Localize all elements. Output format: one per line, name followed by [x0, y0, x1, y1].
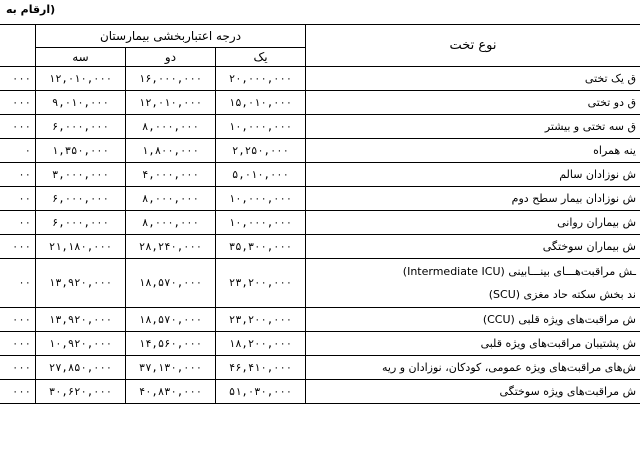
extra-value-cell: ۰۰۰ [0, 308, 36, 332]
grade-two-value-cell: ۸,۰۰۰,۰۰۰ [126, 187, 216, 211]
table-row [0, 308, 640, 332]
bed-type-cell [306, 235, 640, 259]
grade-one-value-cell: ۴۶,۴۱۰,۰۰۰ [216, 356, 306, 380]
grade-two-value-cell: ۸,۰۰۰,۰۰۰ [126, 115, 216, 139]
bed-type-label: ینه همراه [593, 144, 636, 157]
grade-two-value-cell: ۸,۰۰۰,۰۰۰ [126, 211, 216, 235]
grade-one-value-cell: ۲۳,۲۰۰,۰۰۰ [216, 259, 306, 308]
tariff-table [0, 24, 640, 404]
table-row [0, 235, 640, 259]
grade-one-value-cell: ۳۵,۳۰۰,۰۰۰ [216, 235, 306, 259]
extra-value-cell: ۰۰۰ [0, 91, 36, 115]
bed-type-cell [306, 308, 640, 332]
extra-value-cell: ۰۰۰ [0, 356, 36, 380]
bed-type-label: ق دو تختی [587, 96, 636, 109]
grade-one-value-cell: ۲۰,۰۰۰,۰۰۰ [216, 67, 306, 91]
grade-two-value-cell: ۱۶,۰۰۰,۰۰۰ [126, 67, 216, 91]
table-header-row [0, 25, 640, 48]
bed-type-cell [306, 67, 640, 91]
grade-three-value-cell: ۲۷,۸۵۰,۰۰۰ [36, 356, 126, 380]
grade-three-value-cell: ۱۲,۰۱۰,۰۰۰ [36, 67, 126, 91]
bed-type-label: ش بیماران روانی [557, 216, 636, 229]
grade-three-header: سه [36, 48, 126, 67]
bed-type-cell [306, 163, 640, 187]
table-row [0, 259, 640, 308]
extra-value-cell: ۰۰۰ [0, 235, 36, 259]
grade-one-value-cell: ۱۸,۲۰۰,۰۰۰ [216, 332, 306, 356]
table-row [0, 139, 640, 163]
bed-type-cell [306, 380, 640, 404]
bed-type-cell [306, 91, 640, 115]
grade-one-value-cell: ۲۳,۲۰۰,۰۰۰ [216, 308, 306, 332]
bed-type-header: نوع تخت [306, 25, 640, 67]
extra-value-cell: ۰۰۰ [0, 380, 36, 404]
bed-type-label: ش مراقبت‌های ویژه سوختگی [499, 385, 636, 398]
bed-type-label: ش بیماران سوختگی [542, 240, 636, 253]
extra-column-header [0, 25, 36, 67]
extra-value-cell: ۰۰ [0, 187, 36, 211]
grade-one-value-cell: ۵,۰۱۰,۰۰۰ [216, 163, 306, 187]
bed-type-cell [306, 356, 640, 380]
bed-type-label: ش پشتیبان مراقبت‌های ویژه قلبی [480, 337, 636, 350]
bed-type-label: ند بخش سکته حاد مغزی (SCU) [488, 288, 636, 301]
grade-two-header: دو [126, 48, 216, 67]
unit-note: (ارقام به [6, 3, 56, 16]
grade-two-value-cell: ۱,۸۰۰,۰۰۰ [126, 139, 216, 163]
grade-two-value-cell: ۳۷,۱۳۰,۰۰۰ [126, 356, 216, 380]
table-row [0, 380, 640, 404]
bed-type-cell [306, 187, 640, 211]
grade-one-header: یک [216, 48, 306, 67]
accreditation-grade-header: درجه اعتباربخشی بیمارستان [36, 25, 306, 48]
grade-one-value-cell: ۱۰,۰۰۰,۰۰۰ [216, 115, 306, 139]
grade-three-value-cell: ۱۳,۹۲۰,۰۰۰ [36, 259, 126, 308]
table-row [0, 187, 640, 211]
grade-three-value-cell: ۱۰,۹۲۰,۰۰۰ [36, 332, 126, 356]
grade-two-value-cell: ۲۸,۲۴۰,۰۰۰ [126, 235, 216, 259]
table-row [0, 332, 640, 356]
bed-type-label: ش نوزادان بیمار سطح دوم [511, 192, 636, 205]
grade-three-value-cell: ۲۱,۱۸۰,۰۰۰ [36, 235, 126, 259]
grade-one-value-cell: ۱۰,۰۰۰,۰۰۰ [216, 211, 306, 235]
table-row [0, 211, 640, 235]
grade-one-value-cell: ۱۰,۰۰۰,۰۰۰ [216, 187, 306, 211]
bed-type-cell [306, 332, 640, 356]
grade-three-value-cell: ۱,۳۵۰,۰۰۰ [36, 139, 126, 163]
extra-value-cell: ۰۰ [0, 259, 36, 308]
grade-three-value-cell: ۶,۰۰۰,۰۰۰ [36, 115, 126, 139]
bed-type-cell [306, 211, 640, 235]
bed-type-cell [306, 139, 640, 163]
extra-value-cell: ۰۰ [0, 163, 36, 187]
grade-two-value-cell: ۱۴,۵۶۰,۰۰۰ [126, 332, 216, 356]
extra-value-cell: ۰ [0, 139, 36, 163]
extra-value-cell: ۰۰۰ [0, 67, 36, 91]
grade-three-value-cell: ۳۰,۶۲۰,۰۰۰ [36, 380, 126, 404]
table-row [0, 67, 640, 91]
grade-three-value-cell: ۱۳,۹۲۰,۰۰۰ [36, 308, 126, 332]
extra-value-cell: ۰۰۰ [0, 115, 36, 139]
grade-three-value-cell: ۹,۰۱۰,۰۰۰ [36, 91, 126, 115]
extra-value-cell: ۰۰۰ [0, 332, 36, 356]
grade-two-value-cell: ۴,۰۰۰,۰۰۰ [126, 163, 216, 187]
grade-three-value-cell: ۶,۰۰۰,۰۰۰ [36, 187, 126, 211]
grade-two-value-cell: ۱۸,۵۷۰,۰۰۰ [126, 259, 216, 308]
table-row [0, 115, 640, 139]
table-row [0, 91, 640, 115]
bed-type-label: ق سه تختی و بیشتر [544, 120, 636, 133]
bed-type-cell [306, 259, 640, 308]
grade-one-value-cell: ۵۱,۰۳۰,۰۰۰ [216, 380, 306, 404]
bed-type-label: ق یک تختی [584, 72, 636, 85]
bed-type-label: ش مراقبت‌های ویژه قلبی (CCU) [482, 313, 636, 326]
bed-type-label: ش نوزادان سالم [559, 168, 636, 181]
table-row [0, 356, 640, 380]
grade-one-value-cell: ۲,۲۵۰,۰۰۰ [216, 139, 306, 163]
grade-two-value-cell: ۴۰,۸۳۰,۰۰۰ [126, 380, 216, 404]
bed-type-label: ش‌های مراقبت‌های ویژه عمومی، کودکان، نوزادان و ریه [381, 361, 636, 374]
grade-two-value-cell: ۱۸,۵۷۰,۰۰۰ [126, 308, 216, 332]
grade-three-value-cell: ۳,۰۰۰,۰۰۰ [36, 163, 126, 187]
extra-value-cell: ۰۰ [0, 211, 36, 235]
grade-one-value-cell: ۱۵,۰۱۰,۰۰۰ [216, 91, 306, 115]
table-row [0, 163, 640, 187]
bed-type-label: ـش مراقبت‌هـــای بینـــابینی (Intermediate ICU) [402, 265, 636, 278]
grade-three-value-cell: ۶,۰۰۰,۰۰۰ [36, 211, 126, 235]
grade-two-value-cell: ۱۲,۰۱۰,۰۰۰ [126, 91, 216, 115]
bed-type-cell [306, 115, 640, 139]
